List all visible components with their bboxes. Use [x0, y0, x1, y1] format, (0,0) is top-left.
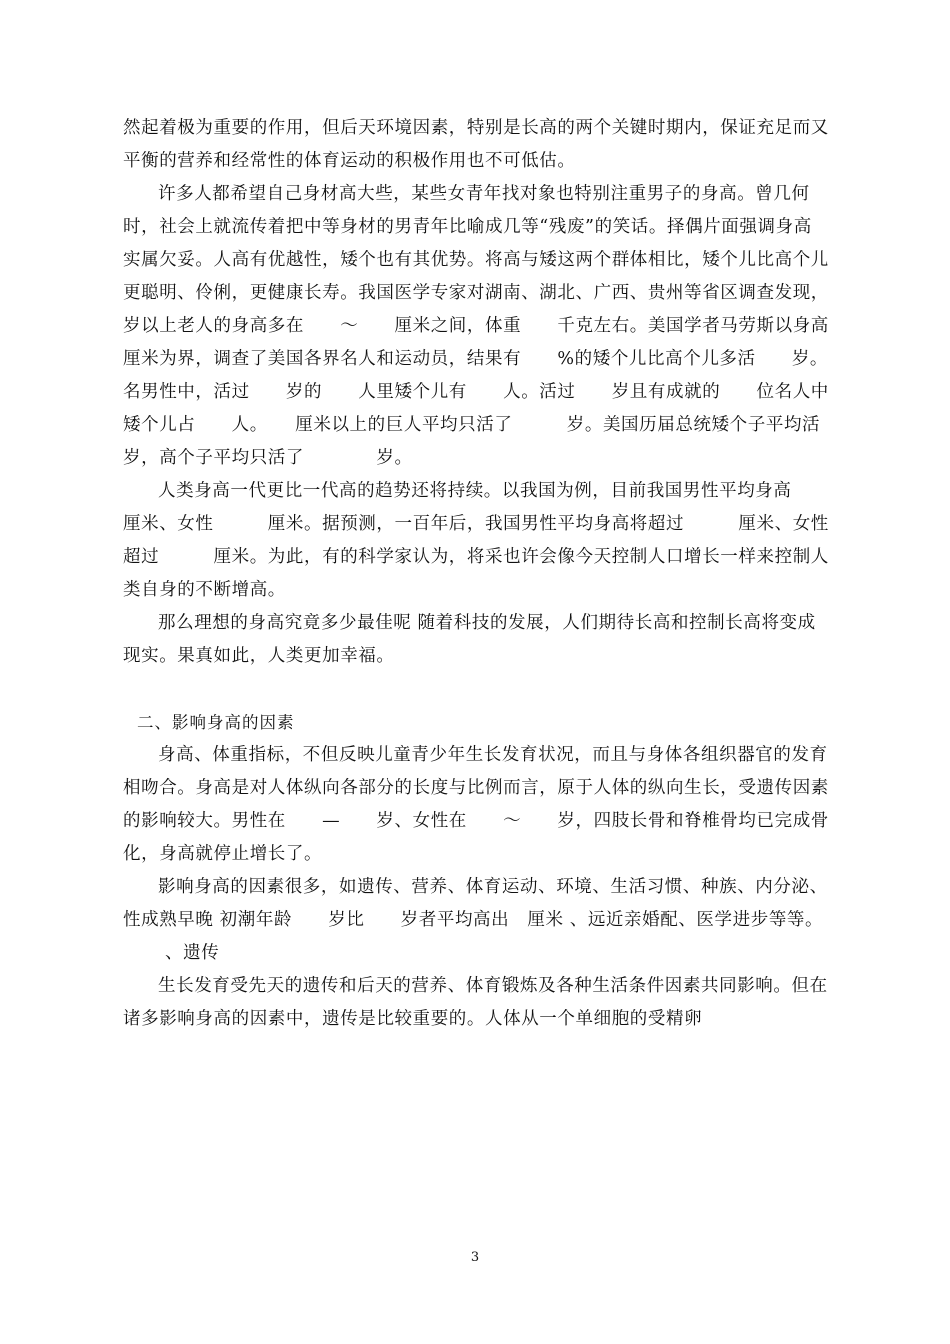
section-heading: 二、影响身高的因素: [137, 713, 295, 732]
paragraph-heredity: 生长发育受先天的遗传和后天的营养、体育锻炼及各种生活条件因素共同影响。但在诸多影响身高的因素中，遗传是比较重要的。人体从一个单细胞的受精卵: [123, 976, 828, 1029]
paragraph-continuation: 然起着极为重要的作用，但后天环境因素，特别是长高的两个关键时期内，保证充足而又平衡的营养和经常性的体育运动的积极作用也不可低估。: [123, 118, 829, 171]
document-body: [123, 112, 875, 1036]
page-number: 3: [470, 1250, 480, 1265]
subheading-heredity: 、遗传: [165, 943, 220, 963]
paragraph-height-indicators: 身高、体重指标，不但反映儿童青少年生长发育状况，而且与身体各组织器官的发育相吻合。身高是对人体纵向各部分的长度与比例而言，原于人体的纵向生长，受遗传因素的影响较大。男性在 — 岁、女性在 ～ 岁，四肢长骨和脊椎骨均已完成骨化，身高就停止增长了。: [123, 745, 829, 864]
paragraph-height-factors: 影响身高的因素很多，如遗传、营养、体育运动、环境、生活习惯、种族、内分泌、性成熟早晚 初潮年龄 岁比 岁者平均高出 厘米 、远近亲婚配、医学进步等等。: [123, 877, 828, 930]
paragraph-height-advantages: 许多人都希望自己身材高大些，某些女青年找对象也特别注重男子的身高。曾几何时，社会上就流传着把中等身材的男青年比喻成几等“残废”的笑话。择偶片面强调身高实属欠妥。人高有优越性，矮个也有其优势。将高与矮这两个群体相比，矮个儿比高个儿更聪明、伶俐，更健康长寿。我国医学专家对湖南、湖北、广西、贵州等省区调查发现， 岁以上老人的身高多在 ～ 厘米之间，体重 千克左右。美国学者马劳斯以身高 厘米为界，调查了美国各界名人和运动员，结果有 %的矮个儿比高个儿多活 岁。 名男性中，活过 岁的 人里矮个儿有 人。活过 岁且有成就的 位名人中矮个儿占 人。 厘米以上的巨人平均只活了 岁。美国历届总统矮个子平均活 岁，高个子平均只活了 岁。: [123, 184, 875, 468]
paragraph-ideal-height: 那么理想的身高究竟多少最佳呢 随着科技的发展，人们期待长高和控制长高将变成现实。果真如此，人类更加幸福。: [123, 613, 816, 666]
paragraph-height-trend: 人类身高一代更比一代高的趋势还将持续。以我国为例，目前我国男性平均身高 厘米、女性 厘米。据预测，一百年后，我国男性平均身高将超过 厘米、女性超过 厘米。为此，有的科学家认为，将采也许会像今天控制人口增长一样来控制人类自身的不断增高。: [123, 481, 846, 600]
